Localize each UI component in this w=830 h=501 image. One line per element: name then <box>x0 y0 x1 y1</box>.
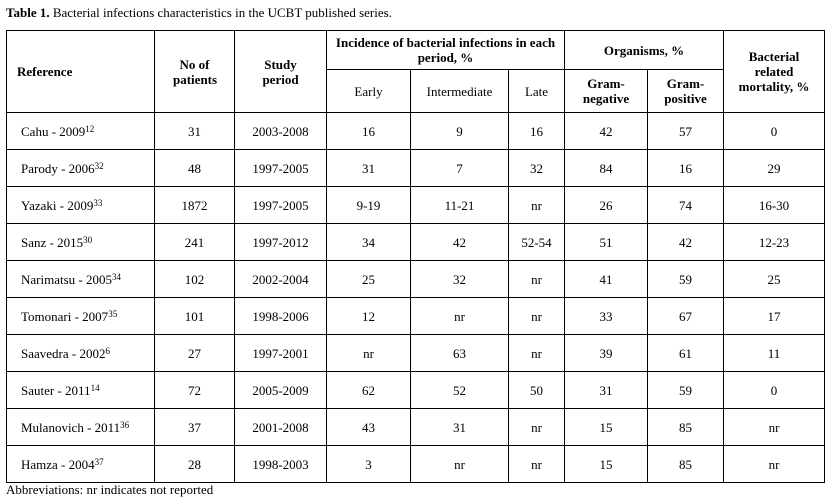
cell-intermediate: 9 <box>411 113 509 150</box>
cell-early: 31 <box>327 150 411 187</box>
table-row <box>7 335 825 372</box>
cell-gram-negative: 84 <box>565 150 648 187</box>
cell-reference <box>7 298 155 335</box>
cell-study-period: 2005-2009 <box>235 372 327 409</box>
cell-patients: 101 <box>155 298 235 335</box>
cell-mortality: 17 <box>724 298 825 335</box>
cell-late: nr <box>509 335 565 372</box>
table-row <box>7 113 825 150</box>
cell-patients: 48 <box>155 150 235 187</box>
cell-early: 12 <box>327 298 411 335</box>
reference-name: Mulanovich - 2011 <box>21 419 121 435</box>
cell-early: 43 <box>327 409 411 446</box>
cell-gram-negative: 39 <box>565 335 648 372</box>
cell-mortality: 12-23 <box>724 224 825 261</box>
table-body <box>7 113 825 483</box>
cell-reference <box>7 446 155 483</box>
cell-gram-positive: 67 <box>648 298 724 335</box>
cell-intermediate: 52 <box>411 372 509 409</box>
cell-study-period: 1998-2006 <box>235 298 327 335</box>
cell-early: 25 <box>327 261 411 298</box>
reference-name: Narimatsu - 2005 <box>21 271 112 287</box>
header-late: Late <box>509 70 565 113</box>
cell-mortality: 29 <box>724 150 825 187</box>
header-mortality: Bacterial related mortality, % <box>724 31 825 113</box>
cell-mortality: 16-30 <box>724 187 825 224</box>
reference-name: Hamza - 2004 <box>21 456 95 472</box>
cell-gram-negative: 31 <box>565 372 648 409</box>
table-row <box>7 446 825 483</box>
citation-number: 30 <box>83 234 93 245</box>
cell-late: 50 <box>509 372 565 409</box>
header-intermediate: Intermediate <box>411 70 509 113</box>
cell-late: nr <box>509 261 565 298</box>
cell-late: nr <box>509 409 565 446</box>
header-reference: Reference <box>7 31 155 113</box>
table-row <box>7 298 825 335</box>
bacterial-infections-table <box>6 30 825 483</box>
cell-late: 52-54 <box>509 224 565 261</box>
cell-early: 62 <box>327 372 411 409</box>
reference-name: Saavedra - 2002 <box>21 345 106 361</box>
table-caption <box>6 5 392 21</box>
citation-number: 12 <box>85 123 95 134</box>
citation-number: 33 <box>93 197 103 208</box>
cell-late: nr <box>509 298 565 335</box>
cell-early: 34 <box>327 224 411 261</box>
cell-mortality: 11 <box>724 335 825 372</box>
cell-patients: 102 <box>155 261 235 298</box>
citation-number: 34 <box>111 271 121 282</box>
reference-name: Yazaki - 2009 <box>21 197 94 213</box>
cell-intermediate: 42 <box>411 224 509 261</box>
citation-number: 32 <box>94 160 104 171</box>
cell-patients: 72 <box>155 372 235 409</box>
reference-name: Cahu - 2009 <box>21 123 86 139</box>
cell-gram-positive: 16 <box>648 150 724 187</box>
table-row <box>7 261 825 298</box>
header-organisms: Organisms, % <box>565 31 724 70</box>
reference-name: Sauter - 2011 <box>21 382 91 398</box>
header-incidence: Incidence of bacterial infections in each period, % <box>327 31 565 70</box>
cell-patients: 1872 <box>155 187 235 224</box>
cell-intermediate: 32 <box>411 261 509 298</box>
cell-gram-negative: 51 <box>565 224 648 261</box>
cell-study-period: 1997-2005 <box>235 187 327 224</box>
cell-reference <box>7 409 155 446</box>
citation-number: 14 <box>90 382 100 393</box>
table-row <box>7 372 825 409</box>
cell-patients: 37 <box>155 409 235 446</box>
cell-mortality: 0 <box>724 113 825 150</box>
cell-late: 32 <box>509 150 565 187</box>
citation-number: 35 <box>108 308 118 319</box>
citation-number: 37 <box>94 456 104 467</box>
cell-intermediate: 11-21 <box>411 187 509 224</box>
cell-gram-positive: 59 <box>648 261 724 298</box>
cell-gram-negative: 15 <box>565 409 648 446</box>
cell-study-period: 1997-2001 <box>235 335 327 372</box>
cell-reference <box>7 113 155 150</box>
header-gram-positive: Gram-positive <box>648 70 724 113</box>
cell-patients: 241 <box>155 224 235 261</box>
cell-gram-positive: 74 <box>648 187 724 224</box>
cell-late: 16 <box>509 113 565 150</box>
cell-reference <box>7 261 155 298</box>
cell-patients: 27 <box>155 335 235 372</box>
cell-gram-negative: 26 <box>565 187 648 224</box>
cell-early: nr <box>327 335 411 372</box>
abbreviations-footnote: Abbreviations: nr indicates not reported <box>6 482 214 497</box>
cell-gram-positive: 61 <box>648 335 724 372</box>
reference-name: Parody - 2006 <box>21 160 95 176</box>
cell-gram-positive: 85 <box>648 409 724 446</box>
cell-intermediate: 31 <box>411 409 509 446</box>
cell-intermediate: 7 <box>411 150 509 187</box>
cell-intermediate: 63 <box>411 335 509 372</box>
cell-mortality: nr <box>724 409 825 446</box>
table-caption-label: Table 1. <box>6 5 50 20</box>
table-row <box>7 409 825 446</box>
table-row <box>7 224 825 261</box>
cell-gram-negative: 33 <box>565 298 648 335</box>
table-row <box>7 150 825 187</box>
table-row <box>7 187 825 224</box>
table-caption-text: Bacterial infections characteristics in the UCBT published series. <box>52 5 392 20</box>
cell-study-period: 2002-2004 <box>235 261 327 298</box>
cell-early: 16 <box>327 113 411 150</box>
reference-name: Sanz - 2015 <box>21 234 84 250</box>
cell-gram-positive: 85 <box>648 446 724 483</box>
cell-reference <box>7 150 155 187</box>
cell-study-period: 1997-2005 <box>235 150 327 187</box>
header-early: Early <box>327 70 411 113</box>
cell-mortality: nr <box>724 446 825 483</box>
cell-late: nr <box>509 446 565 483</box>
citation-number: 36 <box>120 419 130 430</box>
cell-patients: 31 <box>155 113 235 150</box>
cell-reference <box>7 187 155 224</box>
cell-gram-positive: 42 <box>648 224 724 261</box>
cell-gram-positive: 59 <box>648 372 724 409</box>
cell-study-period: 2001-2008 <box>235 409 327 446</box>
cell-gram-negative: 41 <box>565 261 648 298</box>
cell-early: 9-19 <box>327 187 411 224</box>
cell-reference <box>7 372 155 409</box>
citation-number: 6 <box>105 345 110 356</box>
cell-gram-positive: 57 <box>648 113 724 150</box>
cell-study-period: 1997-2012 <box>235 224 327 261</box>
cell-study-period: 2003-2008 <box>235 113 327 150</box>
cell-intermediate: nr <box>411 446 509 483</box>
cell-gram-negative: 15 <box>565 446 648 483</box>
cell-patients: 28 <box>155 446 235 483</box>
header-patients: No of patients <box>155 31 235 113</box>
cell-early: 3 <box>327 446 411 483</box>
header-gram-negative: Gram-negative <box>565 70 648 113</box>
cell-gram-negative: 42 <box>565 113 648 150</box>
cell-reference <box>7 335 155 372</box>
reference-name: Tomonari - 2007 <box>21 308 109 324</box>
cell-mortality: 25 <box>724 261 825 298</box>
header-study-period: Study period <box>235 31 327 113</box>
cell-intermediate: nr <box>411 298 509 335</box>
cell-late: nr <box>509 187 565 224</box>
cell-reference <box>7 224 155 261</box>
cell-mortality: 0 <box>724 372 825 409</box>
cell-study-period: 1998-2003 <box>235 446 327 483</box>
